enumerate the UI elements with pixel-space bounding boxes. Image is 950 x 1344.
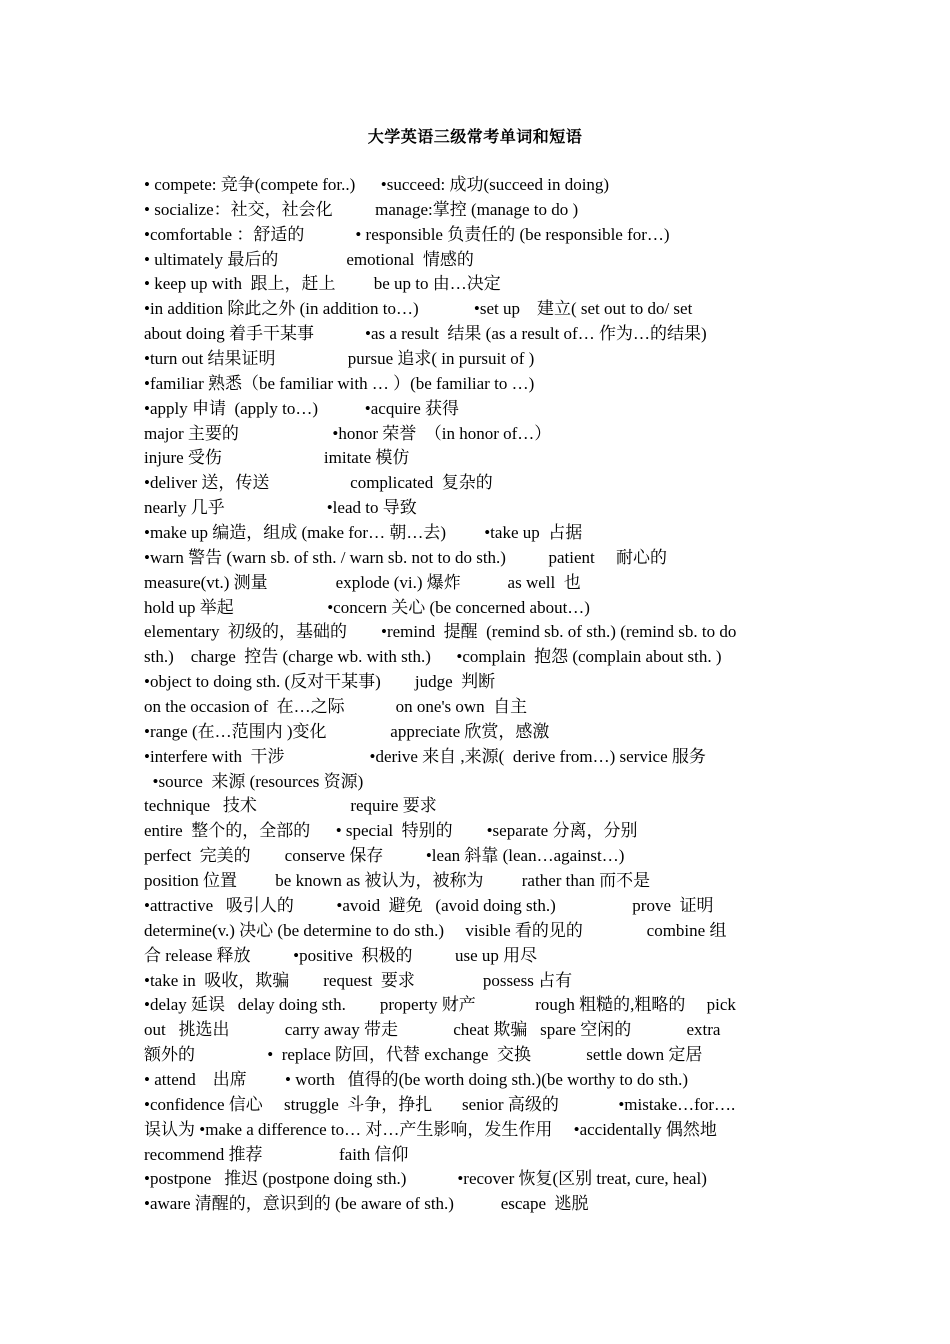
vocab-line: •postpone 推迟 (postpone doing sth.) •recover 恢复(区别 treat, cure, heal) xyxy=(144,1169,707,1189)
vocab-line: • attend 出席 • worth 值得的(be worth doing sth.)(be worthy to do sth.) xyxy=(144,1069,689,1089)
vocab-line: •object to doing sth. (反对干某事) judge 判断 xyxy=(144,672,496,692)
vocab-line: •delay 延误 delay doing sth. property 财产 rough 粗糙的,粗略的 pick xyxy=(144,995,736,1015)
vocab-line: •turn out 结果证明 pursue 追求( in pursuit of ) xyxy=(144,349,535,369)
vocabulary-list xyxy=(144,173,806,1217)
vocab-line: entire 整个的，全部的 • special 特别的 •separate 分离，分别 xyxy=(144,821,638,841)
vocab-line: •confidence 信心 struggle 斗争，挣扎 senior 高级的 •mistake…for…. xyxy=(144,1094,736,1114)
vocab-line: hold up 举起 •concern 关心 (be concerned about…) xyxy=(144,597,590,617)
vocab-line: •range (在…范围内 )变化 appreciate 欣赏，感激 xyxy=(144,721,550,741)
vocab-line: • keep up with 跟上，赶上 be up to 由…决定 xyxy=(144,274,501,294)
vocab-line: elementary 初级的，基础的 •remind 提醒 (remind sb. of sth.) (remind sb. to do xyxy=(144,622,737,642)
vocab-line: •familiar 熟悉（be familiar with … ）(be familiar to …) xyxy=(144,373,535,393)
vocab-line: nearly 几乎 •lead to 导致 xyxy=(144,498,417,518)
vocab-line: sth.) charge 控告 (charge wb. with sth.) •complain 抱怨 (complain about sth. ) xyxy=(144,647,722,667)
vocab-line: •deliver 送，传送 complicated 复杂的 xyxy=(144,473,493,493)
vocab-line: •aware 清醒的，意识到的 (be aware of sth.) escape 逃脱 xyxy=(144,1194,589,1214)
vocab-line: 误认为 •make a difference to… 对…产生影响，发生作用 •accidentally 偶然地 xyxy=(144,1119,717,1139)
vocab-line: •warn 警告 (warn sb. of sth. / warn sb. not to do sth.) patient 耐心的 xyxy=(144,547,667,567)
vocab-line: measure(vt.) 测量 explode (vi.) 爆炸 as well 也 xyxy=(144,572,581,592)
vocab-line: 合 release 释放 •positive 积极的 use up 用尽 xyxy=(144,945,538,965)
vocab-line: technique 技术 require 要求 xyxy=(144,796,437,816)
vocab-line: •interfere with 干涉 •derive 来自 ,来源( derive from…) service 服务 xyxy=(144,746,706,766)
vocab-line: on the occasion of 在…之际 on one's own 自主 xyxy=(144,697,528,717)
vocab-line: • ultimately 最后的 emotional 情感的 xyxy=(144,249,474,269)
vocab-line: •take in 吸收，欺骗 request 要求 possess 占有 xyxy=(144,970,573,990)
vocab-line: •apply 申请 (apply to…) •acquire 获得 xyxy=(144,398,460,418)
vocab-line: •attractive 吸引人的 •avoid 避免 (avoid doing sth.) prove 证明 xyxy=(144,895,714,915)
vocab-line: major 主要的 •honor 荣誉 （in honor of…） xyxy=(144,423,552,443)
vocab-line: perfect 完美的 conserve 保存 •lean 斜靠 (lean…against…) xyxy=(144,846,625,866)
vocab-line: out 挑选出 carry away 带走 cheat 欺骗 spare 空闲的 extra xyxy=(144,1020,721,1040)
vocab-line: recommend 推荐 faith 信仰 xyxy=(144,1144,409,1164)
vocab-line: position 位置 be known as 被认为，被称为 rather than 而不是 xyxy=(144,871,651,891)
vocab-line: •comfortable ：舒适的 • responsible 负责任的 (be responsible for…) xyxy=(144,224,670,244)
vocab-line: • compete: 竞争(compete for..) •succeed: 成功(succeed in doing) xyxy=(144,175,610,194)
vocab-line: •source 来源 (resources 资源) xyxy=(144,771,364,791)
document-title: 大学英语三级常考单词和短语 xyxy=(367,127,583,146)
vocab-line: injure 受伤 imitate 模仿 xyxy=(144,448,410,468)
vocab-line: determine(v.) 决心 (be determine to do sth.) visible 看的见的 combine 组 xyxy=(144,920,727,940)
vocab-line: 额外的 • replace 防回，代替 exchange 交换 settle down 定居 xyxy=(144,1045,703,1065)
vocab-line: about doing 着手干某事 •as a result 结果 (as a result of… 作为…的结果) xyxy=(144,324,707,344)
vocab-line: • socialize：社交，社会化 manage:掌控 (manage to do ) xyxy=(144,199,579,219)
vocab-line: •make up 编造，组成 (make for… 朝…去) •take up 占据 xyxy=(144,523,583,543)
vocab-line: •in addition 除此之外 (in addition to…) •set up 建立( set out to do/ set xyxy=(144,299,693,319)
